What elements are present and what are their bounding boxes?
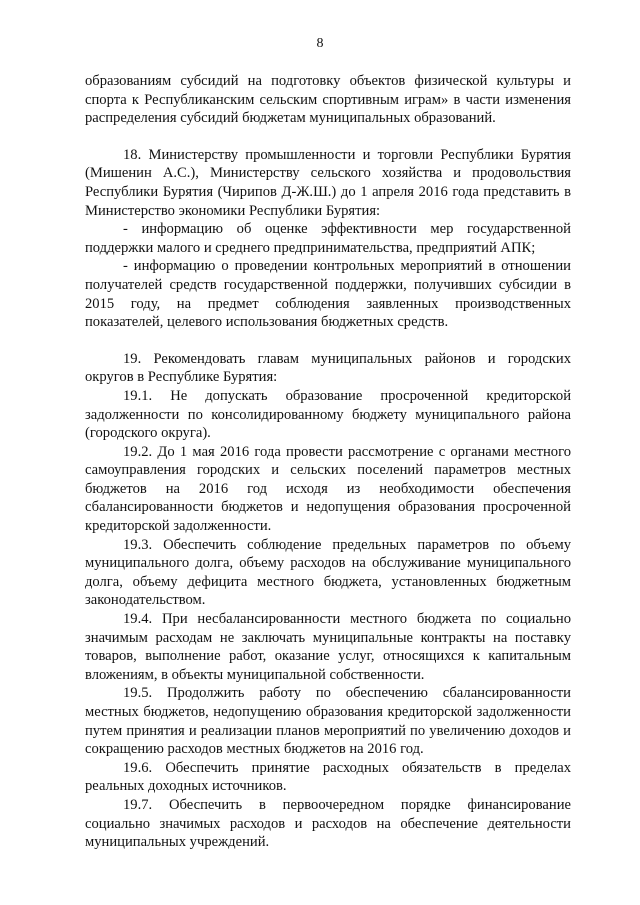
paragraph-gap bbox=[85, 128, 571, 146]
paragraph-continuation: образованиям субсидий на подготовку объектов физической культуры и спорта к Республиканским сельским спортивным играм» в части изменения распределения субсидий бюджетам муниципальных образований. bbox=[85, 73, 571, 127]
paragraph-19-3: 19.3. Обеспечить соблюдение предельных параметров по объему муниципального долга, объему расходов на обслуживание муниципального долга, объему дефицита местного бюджета, установленных бюджетным законодательством. bbox=[85, 536, 571, 609]
paragraph-19-5: 19.5. Продолжить работу по обеспечению сбалансированности местных бюджетов, недопущению образования кредиторской задолженности путем принятия и реализации планов мероприятий по увеличению доходов и сокращению расходов местных бюджетов на 2016 год. bbox=[85, 685, 571, 758]
paragraph-19-4: 19.4. При несбалансированности местного бюджета по социально значимым расходам не заключать муниципальные контракты на поставку товаров, выполнение работ, оказание услуг, относящихся к капитальным вложениям, в объекты муниципальной собственности. bbox=[85, 611, 571, 683]
page-number: 8 bbox=[316, 36, 324, 51]
paragraph-19: 19. Рекомендовать главам муниципальных районов и городских округов в Республике Бурятия: bbox=[85, 350, 571, 386]
paragraph-gap bbox=[85, 332, 571, 350]
paragraph-18-item-2: - информацию о проведении контрольных мероприятий в отношении получателей средств государственной поддержки, получивших субсидии в 2015 году, на предмет соблюдения заявленных производственных показателей, целевого использования бюджетных средств. bbox=[85, 258, 571, 331]
paragraph-19-1: 19.1. Не допускать образование просроченной кредиторской задолженности по консолидированному бюджету муниципального района (городского округа). bbox=[85, 387, 571, 442]
paragraph-19-6: 19.6. Обеспечить принятие расходных обязательств в пределах реальных доходных источников. bbox=[85, 759, 571, 795]
document-body bbox=[85, 72, 571, 852]
paragraph-19-7: 19.7. Обеспечить в первоочередном порядке финансирование социально значимых расходов и расходов на обеспечение деятельности муниципальных учреждений. bbox=[85, 796, 571, 851]
paragraph-19-2: 19.2. До 1 мая 2016 года провести рассмотрение с органами местного самоуправления городских и сельских поселений параметров местных бюджетов на 2016 год исходя из необходимости обеспечения сбалансированности бюджетов и недопущения образования просроченной кредиторской задолженности. bbox=[85, 443, 571, 535]
paragraph-18: 18. Министерству промышленности и торговли Республики Бурятия (Мишенин А.С.), Министерству сельского хозяйства и продовольствия Республики Бурятия (Чирипов Д-Ж.Ш.) до 1 апреля 2016 года представить в Министерство экономики Республики Бурятия: bbox=[85, 146, 571, 219]
paragraph-18-item-1: - информацию об оценке эффективности мер государственной поддержки малого и среднего предпринимательства, предприятий АПК; bbox=[85, 221, 571, 256]
